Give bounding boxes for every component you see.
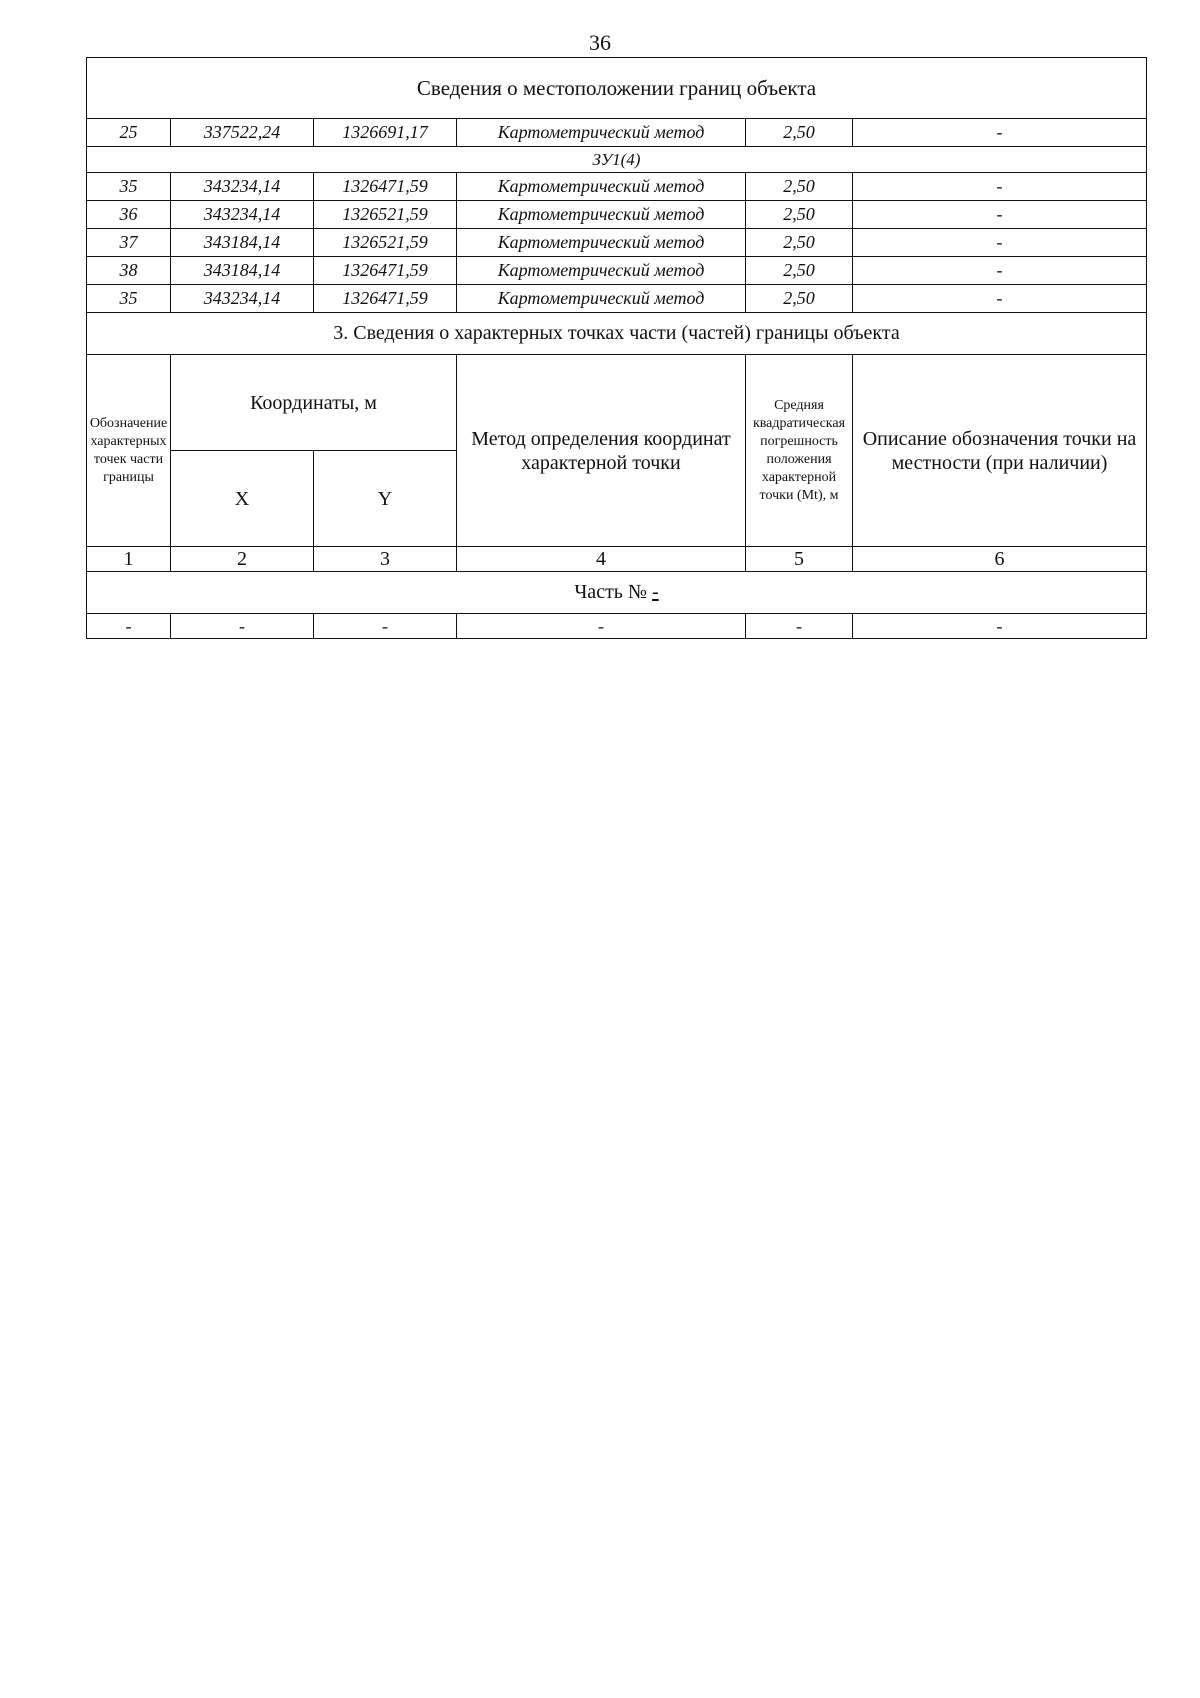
x-cell: 337522,24 xyxy=(171,119,314,147)
table-row xyxy=(87,229,1147,257)
method-cell: Картометрический метод xyxy=(457,201,746,229)
column-number: 6 xyxy=(853,547,1147,572)
header-coordinates: Координаты, м xyxy=(171,355,457,451)
column-number: 1 xyxy=(87,547,171,572)
table-title: Сведения о местоположении границ объекта xyxy=(87,58,1147,119)
error-cell: 2,50 xyxy=(746,285,853,313)
section-title-row xyxy=(87,313,1147,355)
description-cell: - xyxy=(853,285,1147,313)
x-cell: 343184,14 xyxy=(171,257,314,285)
description-cell: - xyxy=(853,119,1147,147)
x-cell: 343234,14 xyxy=(171,173,314,201)
description-cell: - xyxy=(853,257,1147,285)
error-cell: - xyxy=(746,614,853,639)
table-row xyxy=(87,257,1147,285)
point-cell: 25 xyxy=(87,119,171,147)
header-row xyxy=(87,355,1147,451)
description-cell: - xyxy=(853,229,1147,257)
column-number: 3 xyxy=(314,547,457,572)
column-number: 5 xyxy=(746,547,853,572)
y-cell: 1326471,59 xyxy=(314,257,457,285)
error-cell: 2,50 xyxy=(746,257,853,285)
x-cell: 343234,14 xyxy=(171,201,314,229)
zone-row xyxy=(87,147,1147,173)
column-number: 2 xyxy=(171,547,314,572)
zone-label: ЗУ1(4) xyxy=(87,147,1147,173)
table-row xyxy=(87,201,1147,229)
y-cell: 1326521,59 xyxy=(314,201,457,229)
header-method: Метод определения координат характерной точки xyxy=(457,355,746,547)
method-cell: Картометрический метод xyxy=(457,257,746,285)
y-cell: 1326471,59 xyxy=(314,285,457,313)
point-cell: 35 xyxy=(87,173,171,201)
point-cell: - xyxy=(87,614,171,639)
boundary-table xyxy=(86,57,1147,639)
error-cell: 2,50 xyxy=(746,173,853,201)
point-cell: 38 xyxy=(87,257,171,285)
header-y: Y xyxy=(314,451,457,547)
header-error: Средняя квадратическая погрешность положения характерной точки (Mt), м xyxy=(746,355,853,547)
point-cell: 36 xyxy=(87,201,171,229)
part-value: - xyxy=(652,581,659,603)
method-cell: Картометрический метод xyxy=(457,119,746,147)
table-row xyxy=(87,285,1147,313)
part-row xyxy=(87,572,1147,614)
y-cell: 1326471,59 xyxy=(314,173,457,201)
method-cell: Картометрический метод xyxy=(457,173,746,201)
x-cell: 343184,14 xyxy=(171,229,314,257)
error-cell: 2,50 xyxy=(746,229,853,257)
y-cell: 1326691,17 xyxy=(314,119,457,147)
point-cell: 37 xyxy=(87,229,171,257)
header-point-designation: Обозначение характерных точек части границы xyxy=(87,355,171,547)
page-number: 36 xyxy=(589,30,611,55)
table-row xyxy=(87,173,1147,201)
y-cell: - xyxy=(314,614,457,639)
table-row xyxy=(87,614,1147,639)
point-cell: 35 xyxy=(87,285,171,313)
method-cell: Картометрический метод xyxy=(457,229,746,257)
method-cell: Картометрический метод xyxy=(457,285,746,313)
table-title-row xyxy=(87,58,1147,119)
description-cell: - xyxy=(853,173,1147,201)
x-cell: 343234,14 xyxy=(171,285,314,313)
section-title: 3. Сведения о характерных точках части (частей) границы объекта xyxy=(87,313,1147,355)
table-row xyxy=(87,119,1147,147)
description-cell: - xyxy=(853,201,1147,229)
x-cell: - xyxy=(171,614,314,639)
description-cell: - xyxy=(853,614,1147,639)
header-description: Описание обозначения точки на местности (при наличии) xyxy=(853,355,1147,547)
column-number-row xyxy=(87,547,1147,572)
y-cell: 1326521,59 xyxy=(314,229,457,257)
header-x: X xyxy=(171,451,314,547)
error-cell: 2,50 xyxy=(746,119,853,147)
part-cell xyxy=(87,572,1147,614)
method-cell: - xyxy=(457,614,746,639)
error-cell: 2,50 xyxy=(746,201,853,229)
column-number: 4 xyxy=(457,547,746,572)
part-label: Часть № xyxy=(574,581,648,603)
